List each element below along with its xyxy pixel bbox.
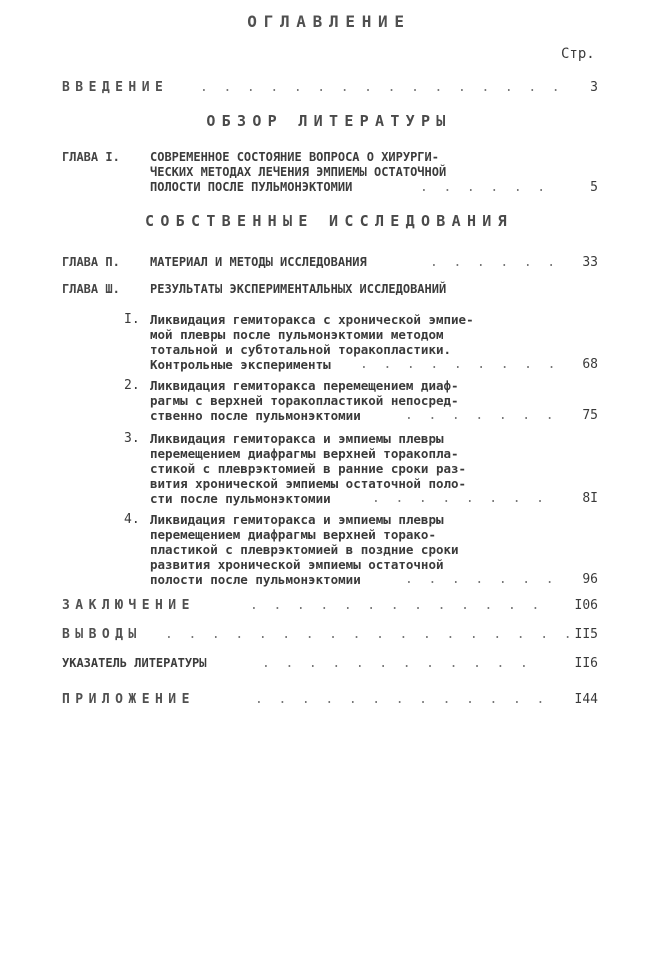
chapter1-page: 5 <box>590 180 598 195</box>
toc-title: ОГЛАВЛЕНИЕ <box>247 12 411 31</box>
intro-page: 3 <box>590 80 598 95</box>
item4-line: пластикой с плеврэктомией в поздние сроки <box>150 542 459 557</box>
chapter3-text: РЕЗУЛЬТАТЫ ЭКСПЕРИМЕНТАЛЬНЫХ ИССЛЕДОВАНИЙ <box>150 282 447 296</box>
chapter1-line: СОВРЕМЕННОЕ СОСТОЯНИЕ ВОПРОСА О ХИРУРГИ- <box>150 150 439 164</box>
chapter1-leader: . . . . . . <box>420 180 549 195</box>
item2-line: рагмы с верхней торакопластикой непосред- <box>150 393 459 408</box>
appendix-label: ПРИЛОЖЕНИЕ <box>62 692 195 707</box>
item3-page: 8I <box>582 491 598 506</box>
item4-leader: . . . . . . . <box>405 572 558 587</box>
item4-page: 96 <box>582 572 598 587</box>
item3-line: вития хронической эмпиемы остаточной поло- <box>150 476 467 491</box>
chapter1-line: ПОЛОСТИ ПОСЛЕ ПУЛЬМОНЭКТОМИИ <box>150 180 353 194</box>
appendix-page: I44 <box>574 692 598 707</box>
chapter1-line: ЧЕСКИХ МЕТОДАХ ЛЕЧЕНИЯ ЭМПИЕМЫ ОСТАТОЧНОЙ <box>150 165 447 179</box>
item2-line: Ликвидация гемиторакса перемещением диаф- <box>150 378 459 393</box>
conclusion-label: ЗАКЛЮЧЕНИЕ <box>62 598 195 613</box>
item3-line: перемещением диафрагмы верхней торакопла- <box>150 446 459 461</box>
chapter2-text: МАТЕРИАЛ И МЕТОДЫ ИССЛЕДОВАНИЯ <box>150 255 367 269</box>
item1-line: тотальной и субтотальной торакопластики. <box>150 342 452 357</box>
item4-line: перемещением диафрагмы верхней торако- <box>150 527 436 542</box>
chapter2-label: ГЛАВА П. <box>62 255 120 269</box>
appendix-leader: . . . . . . . . . . . . . <box>255 692 549 707</box>
findings-page: II5 <box>574 627 598 642</box>
intro-label: ВВЕДЕНИЕ <box>62 80 169 95</box>
item2-line: ственно после пульмонэктомии <box>150 408 361 423</box>
item1-line: Контрольные эксперименты <box>150 357 331 372</box>
references-page: II6 <box>574 656 598 671</box>
intro-leader: . . . . . . . . . . . . . . . . <box>200 80 564 95</box>
item3-line: стикой с плеврэктомией в ранние сроки раз- <box>150 461 467 476</box>
item4-line: полости после пульмонэктомии <box>150 572 361 587</box>
item2-page: 75 <box>582 408 598 423</box>
chapter2-leader: . . . . . . <box>430 255 559 270</box>
item2-number: 2. <box>124 378 140 393</box>
item4-number: 4. <box>124 512 140 527</box>
item1-leader: . . . . . . . . . <box>360 357 560 372</box>
conclusion-leader: . . . . . . . . . . . . . <box>250 598 544 613</box>
item3-line: сти после пульмонэктомии <box>150 491 331 506</box>
findings-leader: . . . . . . . . . . . . . . . . . . <box>165 627 576 642</box>
item1-line: Ликвидация гемиторакса с хронической эмпие- <box>150 312 474 327</box>
page-column-label: Стр. <box>561 46 595 62</box>
item1-line: мой плевры после пульмонэктомии методом <box>150 327 444 342</box>
conclusion-page: I06 <box>574 598 598 613</box>
item1-number: I. <box>124 312 140 327</box>
references-leader: . . . . . . . . . . . . <box>262 656 532 671</box>
section-own-research: СОБСТВЕННЫЕ ИССЛЕДОВАНИЯ <box>145 212 513 230</box>
item3-line: Ликвидация гемиторакса и эмпиемы плевры <box>150 431 444 446</box>
item3-leader: . . . . . . . . <box>372 491 548 506</box>
item3-number: 3. <box>124 431 140 446</box>
item4-line: развития хронической эмпиемы остаточной <box>150 557 444 572</box>
chapter1-label: ГЛАВА I. <box>62 150 120 164</box>
item1-page: 68 <box>582 357 598 372</box>
chapter2-page: 33 <box>582 255 598 270</box>
findings-label: ВЫВОДЫ <box>62 627 142 642</box>
item4-line: Ликвидация гемиторакса и эмпиемы плевры <box>150 512 444 527</box>
item2-leader: . . . . . . . <box>405 408 558 423</box>
chapter3-label: ГЛАВА Ш. <box>62 282 120 296</box>
section-literature-review: ОБЗОР ЛИТЕРАТУРЫ <box>206 112 452 130</box>
references-label: УКАЗАТЕЛЬ ЛИТЕРАТУРЫ <box>62 656 207 670</box>
